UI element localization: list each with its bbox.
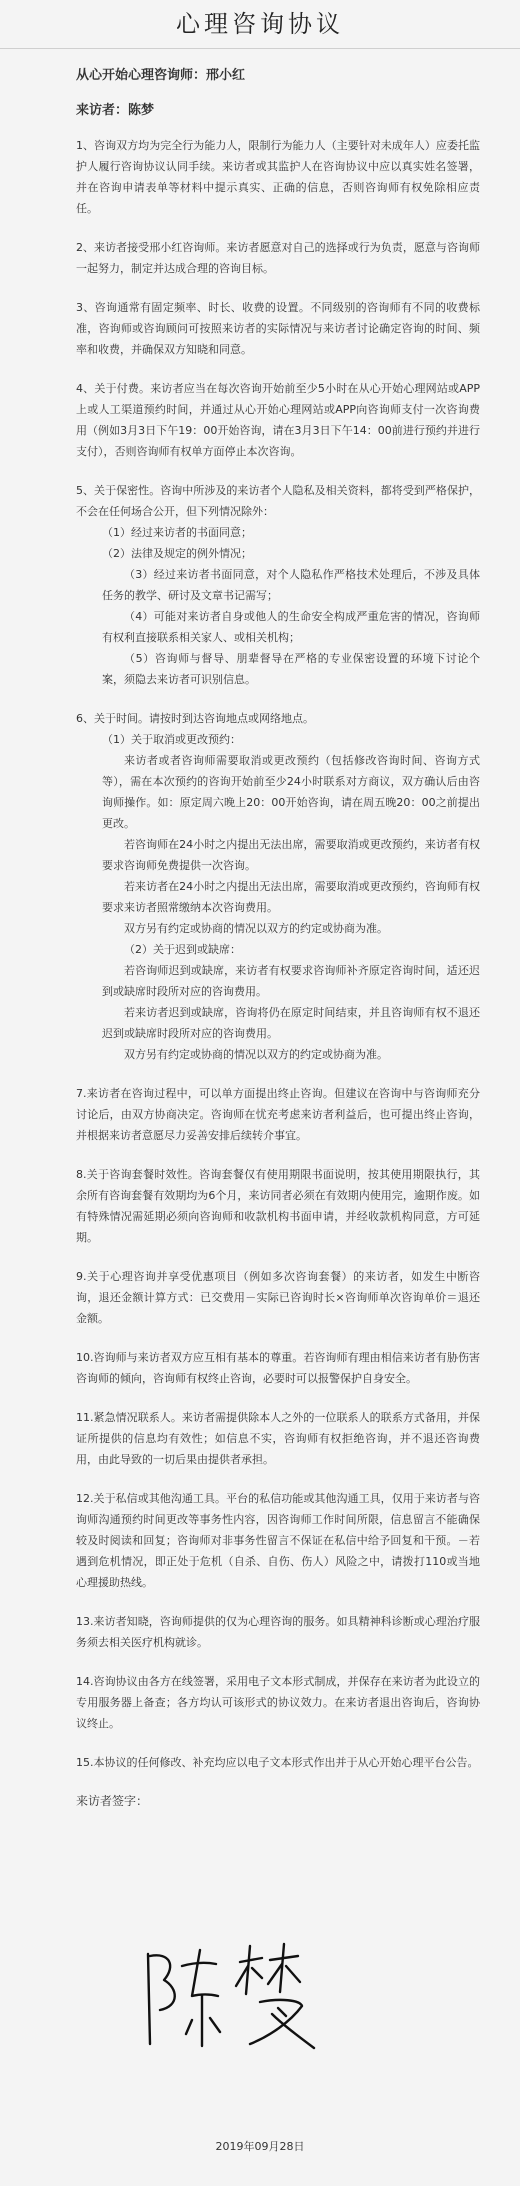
clause-5-item-5: （5）咨询师与督导、朋辈督导在严格的专业保密设置的环境下讨论个案，须隐去来访者可识别信息。 (102, 652, 480, 686)
page-title: 心理咨询协议 (176, 10, 344, 38)
clause-5-item-1: （1）经过来访者的书面同意； (102, 526, 252, 539)
clause-5 (76, 480, 480, 690)
clause-text: 15.本协议的任何修改、补充均应以电子文本形式作出并于从心开始心理平台公告。 (76, 1756, 479, 1769)
clause-12 (76, 1488, 480, 1593)
clause-7 (76, 1083, 480, 1146)
clause-text: 2、来访者接受邢小红咨询师。来访者愿意对自己的选择或行为负责，愿意与咨询师一起努力，制定并达成合理的咨询目标。 (76, 241, 480, 275)
clause-13 (76, 1611, 480, 1653)
handwritten-signature (130, 1936, 330, 2056)
clause-text: 3、咨询通常有固定频率、时长、收费的设置。不同级别的咨询师有不同的收费标准，咨询师或咨询顾问可按照来访者的实际情况与来访者讨论确定咨询的时间、频率和收费，并确保双方知晓和同意。 (76, 301, 480, 356)
clause-6-sub2-title: （2）关于迟到或缺席： (124, 943, 241, 956)
clause-text: 8.关于咨询套餐时效性。咨询套餐仅有使用期限书面说明，按其使用期限执行，其余所有咨询套餐有效期均为6个月，来访同者必须在有效期内使用完，逾期作废。如有特殊情况需延期必须向咨询师和收款机构书面申请，并经收款机构同意，方可延期。 (76, 1168, 480, 1244)
clause-1 (76, 135, 480, 219)
clause-text: 5、关于保密性。咨询中所涉及的来访者个人隐私及相关资料，都将受到严格保护，不会在任何场合公开，但下列情况除外： (76, 484, 480, 518)
clause-5-item-2: （2）法律及规定的例外情况； (102, 547, 252, 560)
clause-text: 14.咨询协议由各方在线签署，采用电子文本形式制成，并保存在来访者为此设立的专用服务器上备查；各方均认可该形式的协议效力。在来访者退出咨询后，咨询协议终止。 (76, 1675, 480, 1730)
clause-5-item-3: （3）经过来访者书面同意，对个人隐私作严格技术处理后，不涉及具体任务的教学、研讨及文章书记需写； (102, 568, 480, 602)
clause-14 (76, 1671, 480, 1734)
clause-3 (76, 297, 480, 360)
clause-10 (76, 1347, 480, 1389)
clause-text: 13.来访者知晓，咨询师提供的仅为心理咨询的服务。如具精神科诊断或心理治疗服务须去相关医疗机构就诊。 (76, 1615, 480, 1649)
clause-11 (76, 1407, 480, 1470)
clause-text: 12.关于私信或其他沟通工具。平台的私信功能或其他沟通工具，仅用于来访者与咨询师沟通预约时间更改等事务性内容，因咨询师工作时间所限，信息留言不能确保较及时阅读和回复；咨询师对非事务性留言不保证在私信中给予回复和干预。－若遇到危机情况，即正处于危机（自杀、自伤、伤人）风险之中，请拨打110或当地心理援助热线。 (76, 1492, 480, 1589)
clause-6 (76, 708, 480, 1065)
clause-6-sub2-para: 双方另有约定或协商的情况以双方的约定或协商为准。 (124, 1048, 388, 1061)
clause-15 (76, 1752, 480, 1773)
clause-6-sub1-para: 双方另有约定或协商的情况以双方的约定或协商为准。 (124, 922, 388, 935)
clause-6-sub2-para: 若来访者迟到或缺席，咨询将仍在原定时间结束，并且咨询师有权不退还迟到或缺席时段所对应的咨询费用。 (102, 1006, 480, 1040)
clause-text: 6、关于时间。请按时到达咨询地点或网络地点。 (76, 712, 314, 725)
clause-2 (76, 237, 480, 279)
clause-text: 4、关于付费。来访者应当在每次咨询开始前至少5小时在从心开始心理网站或APP上或人工渠道预约时间，并通过从心开始心理网站或APP向咨询师支付一次咨询费用（例如3月3日下午19：00开始咨询，请在3月3日下午14：00前进行预约并进行支付），否则咨询师有权单方面停止本次咨询。 (76, 382, 480, 458)
client-line: 来访者：陈梦 (76, 103, 155, 118)
clause-4 (76, 378, 480, 462)
clause-text: 7.来访者在咨询过程中，可以单方面提出终止咨询。但建议在咨询中与咨询师充分讨论后，由双方协商决定。咨询师在忧充考虑来访者利益后，也可提出终止咨询，并根据来访者意愿尽力妥善安排后续转介事宜。 (76, 1087, 480, 1142)
client-signature-label: 来访者签字： (76, 1794, 149, 1808)
clause-5-item-4: （4）可能对来访者自身或他人的生命安全构成严重危害的情况，咨询师有权利直接联系相关家人、或相关机构； (102, 610, 480, 644)
clause-6-sub1-para: 若来访者在24小时之内提出无法出席，需要取消或更改预约，咨询师有权要求来访者照常缴纳本次咨询费用。 (102, 880, 480, 914)
clause-6-sub1-para: 若咨询师在24小时之内提出无法出席，需要取消或更改预约，来访者有权要求咨询师免费提供一次咨询。 (102, 838, 480, 872)
clause-9 (76, 1266, 480, 1329)
clause-text: 9.关于心理咨询并享受优惠项目（例如多次咨询套餐）的来访者，如发生中断咨询，退还金额计算方式：已交费用－实际已咨询时长×咨询师单次咨询单价＝退还金额。 (76, 1270, 480, 1325)
agreement-body (0, 49, 520, 1812)
clause-text: 1、咨询双方均为完全行为能力人，限制行为能力人（主要针对未成年人）应委托监护人履行咨询协议认同手续。来访者或其监护人在咨询协议中应以真实姓名签署，并在咨询申请表单等材料中提示真实、正确的信息，否则咨询师有权免除相应责任。 (76, 139, 480, 215)
clause-6-sub1-para: 来访者或者咨询师需要取消或更改预约（包括修改咨询时间、咨询方式等），需在本次预约的咨询开始前至少24小时联系对方商议，双方确认后由咨询师操作。如：原定周六晚上20：00开始咨询，请在周五晚20：00之前提出更改。 (102, 754, 480, 830)
signing-date: 2019年09月28日 (215, 2140, 305, 2153)
clause-6-sub2-para: 若咨询师迟到或缺席，来访者有权要求咨询师补齐原定咨询时间，适还迟到或缺席时段所对应的咨询费用。 (102, 964, 480, 998)
clause-text: 10.咨询师与来访者双方应互相有基本的尊重。若咨询师有理由相信来访者有胁伤害咨询师的倾向，咨询师有权终止咨询，必要时可以报警保护自身安全。 (76, 1351, 480, 1385)
clause-6-sub1-title: （1）关于取消或更改预约： (102, 733, 241, 746)
clause-text: 11.紧急情况联系人。来访者需提供除本人之外的一位联系人的联系方式备用，并保证所提供的信息均有效性；如信息不实，咨询师有权拒绝咨询，并不退还咨询费用，由此导致的一切后果由提供者承担。 (76, 1411, 480, 1466)
clause-8 (76, 1164, 480, 1248)
counselor-line: 从心开始心理咨询师：邢小红 (76, 68, 246, 83)
